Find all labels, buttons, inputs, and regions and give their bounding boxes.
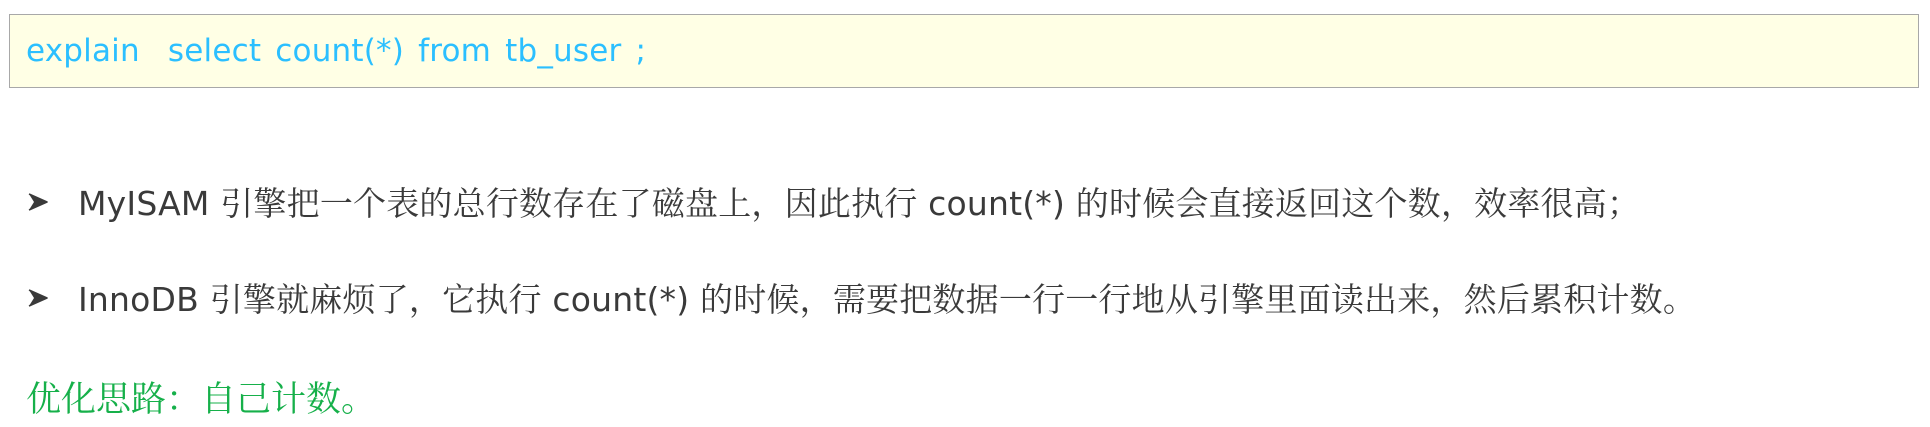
bullet-text: MyISAM 引擎把一个表的总行数存在了磁盘上，因此执行 count(*) 的时候会直接返回这个数，效率很高； <box>78 184 1641 223</box>
bullet-item-myisam <box>26 178 1640 225</box>
code-block <box>9 14 1919 88</box>
optimization-tip: 优化思路：自己计数。 <box>26 380 377 420</box>
bullet-item-innodb <box>26 274 1696 321</box>
arrowhead-bullet-icon <box>26 281 50 315</box>
arrowhead-bullet-icon <box>26 185 50 219</box>
code-text: explain select count(*) from tb_user ; <box>26 33 647 69</box>
bullet-text: InnoDB 引擎就麻烦了，它执行 count(*) 的时候，需要把数据一行一行地从引擎里面读出来，然后累积计数。 <box>78 280 1697 319</box>
